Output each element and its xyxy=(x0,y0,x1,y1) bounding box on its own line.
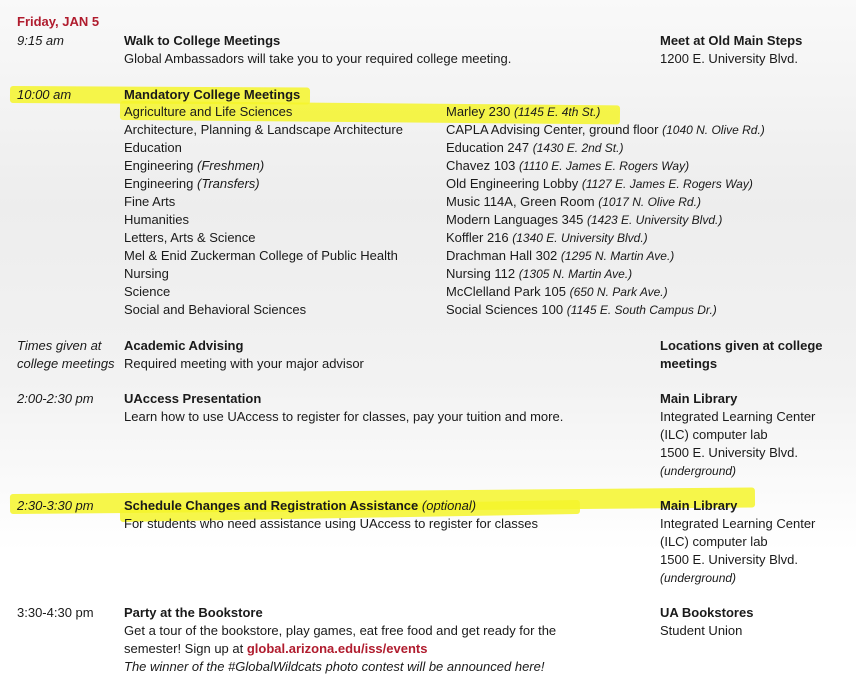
college-row: Mel & Enid Zuckerman College of Public Health xyxy=(124,248,398,263)
uaccess-location-5: (underground) xyxy=(660,464,737,478)
uaccess-time: 2:00-2:30 pm xyxy=(17,391,94,406)
college-row: Education xyxy=(124,140,182,155)
walk-location: Meet at Old Main Steps xyxy=(660,33,803,48)
college-location: Old Engineering Lobby (1127 E. James E. Rogers Way) xyxy=(446,176,753,191)
advising-location-1: Locations given at college xyxy=(660,338,823,353)
college-location: McClelland Park 105 (650 N. Park Ave.) xyxy=(446,284,668,299)
party-title: Party at the Bookstore xyxy=(124,605,263,620)
day-heading: Friday, JAN 5 xyxy=(17,14,100,29)
party-location-2: Student Union xyxy=(660,623,743,638)
schedule-time: 2:30-3:30 pm xyxy=(17,498,94,513)
schedule-location-2: Integrated Learning Center xyxy=(660,516,816,531)
college-location: Koffler 216 (1340 E. University Blvd.) xyxy=(446,230,648,245)
college-row: Letters, Arts & Science xyxy=(124,230,256,245)
college-location: Music 114A, Green Room (1017 N. Olive Rd.) xyxy=(446,194,701,209)
schedule-location-5: (underground) xyxy=(660,571,737,585)
uaccess-location: Main Library xyxy=(660,391,738,406)
party-desc-2: semester! Sign up at global.arizona.edu/iss/events xyxy=(124,641,428,656)
schedule-location-3: (ILC) computer lab xyxy=(660,534,768,549)
advising-title: Academic Advising xyxy=(124,338,244,353)
walk-address: 1200 E. University Blvd. xyxy=(660,51,799,66)
college-row: Engineering (Transfers) xyxy=(124,176,260,191)
uaccess-location-4: 1500 E. University Blvd. xyxy=(660,445,799,460)
college-location: Marley 230 (1145 E. 4th St.) xyxy=(446,104,601,119)
college-location: Chavez 103 (1110 E. James E. Rogers Way) xyxy=(446,158,690,173)
walk-desc: Global Ambassadors will take you to your required college meeting. xyxy=(124,51,512,66)
uaccess-desc: Learn how to use UAccess to register for classes, pay your tuition and more. xyxy=(124,409,564,424)
mandatory-title: Mandatory College Meetings xyxy=(124,87,301,102)
schedule-location: Main Library xyxy=(660,498,738,513)
advising-desc: Required meeting with your major advisor xyxy=(124,356,364,371)
uaccess-title: UAccess Presentation xyxy=(124,391,262,406)
events-link[interactable]: global.arizona.edu/iss/events xyxy=(246,641,428,656)
party-time: 3:30-4:30 pm xyxy=(17,605,94,620)
college-row: Science xyxy=(124,284,171,299)
college-row: Agriculture and Life Sciences xyxy=(124,104,293,119)
college-location: Education 247 (1430 E. 2nd St.) xyxy=(446,140,624,155)
college-row: Humanities xyxy=(124,212,190,227)
college-row: Architecture, Planning & Landscape Architecture xyxy=(124,122,403,137)
college-row: Social and Behavioral Sciences xyxy=(124,302,307,317)
schedule-title: Schedule Changes and Registration Assistance (optional) xyxy=(124,498,477,513)
college-location: CAPLA Advising Center, ground floor (1040 N. Olive Rd.) xyxy=(446,122,765,137)
advising-time-1: Times given at xyxy=(17,338,102,353)
uaccess-location-3: (ILC) computer lab xyxy=(660,427,768,442)
college-row: Nursing xyxy=(124,266,169,281)
walk-title: Walk to College Meetings xyxy=(124,33,281,48)
advising-location-2: meetings xyxy=(660,356,718,371)
mandatory-time: 10:00 am xyxy=(17,87,72,102)
college-location: Nursing 112 (1305 N. Martin Ave.) xyxy=(446,266,633,281)
college-row: Engineering (Freshmen) xyxy=(124,158,265,173)
schedule-desc: For students who need assistance using UAccess to register for classes xyxy=(124,516,539,531)
party-desc-1: Get a tour of the bookstore, play games, eat free food and get ready for the xyxy=(124,623,557,638)
college-location: Social Sciences 100 (1145 E. South Campus Dr.) xyxy=(446,302,717,317)
advising-time-2: college meetings xyxy=(17,356,115,371)
party-location: UA Bookstores xyxy=(660,605,754,620)
uaccess-location-2: Integrated Learning Center xyxy=(660,409,816,424)
party-desc-3: The winner of the #GlobalWildcats photo contest will be announced here! xyxy=(124,659,545,674)
schedule-location-4: 1500 E. University Blvd. xyxy=(660,552,799,567)
walk-time: 9:15 am xyxy=(17,33,64,48)
college-row: Fine Arts xyxy=(124,194,176,209)
college-location: Modern Languages 345 (1423 E. University Blvd.) xyxy=(446,212,723,227)
college-location: Drachman Hall 302 (1295 N. Martin Ave.) xyxy=(446,248,675,263)
